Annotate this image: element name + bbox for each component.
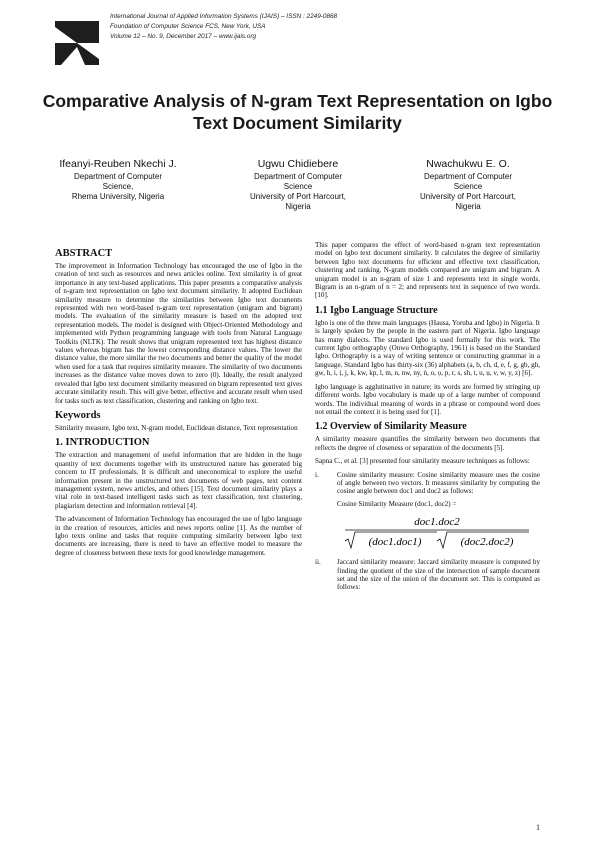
body-paragraph: Sapna C., et al. [3] presented four similarity measure techniques as follows: <box>315 457 530 466</box>
author-name: Ifeanyi-Reuben Nkechi J. <box>59 158 177 170</box>
author-affiliation: Science <box>453 182 483 191</box>
author-2 <box>218 157 378 212</box>
introduction-paragraph: The advancement of Information Technology has encouraged the use of Igbo language in the creation of resources, articles and news reports online [1]. As the number of Igbo texts online and tasks that require computing similarity between Igbo text documents are increasing, there is need to have an effective model to measure the degree of closeness between these texts for good knowledge management. <box>55 515 302 557</box>
abstract-heading: ABSTRACT <box>55 248 113 259</box>
introduction-paragraph: The extraction and management of useful information that are hidden in the huge quantity of text documents together with its unstructured nature has generated big concern to IT professionals. It is difficult and uneconomical to explore the useful information present in the unstructured text documents of web pages, text content management system, news articles, and others [15]. Text document similarity plays a vital role in text-based intelligent tasks such as text classification, text clustering, plagiarism detection and information retrieval [4]. <box>55 451 302 510</box>
journal-header <box>110 12 410 42</box>
list-item-text: Cosine similarity measure: Cosine similarity measure uses the cosine of angle between two vectors. It measures similarity by computing the cosine angle between doc1 and doc2 as follows: <box>337 470 540 496</box>
author-affiliation: University of Port Harcourt, <box>419 192 517 201</box>
keywords-text: Similarity measure, Igbo text, N-gram model, Euclidean distance, Text representation <box>55 423 298 432</box>
list-marker: ii. <box>315 558 321 567</box>
keywords-heading: Keywords <box>55 409 101 421</box>
formula-label: Cosine Similarity Measure (doc1, doc2) = <box>337 499 457 508</box>
list-item-text: Jaccard similarity measure: Jaccard similarity measure is computed by finding the quotient of the size of the intersection of sample document set and the size of the union of the document set. This is computed as follows: <box>337 558 540 592</box>
journal-name: International Journal of Applied Information Systems (IJAIS) – ISSN : 2249-0868 <box>110 13 338 20</box>
formula-graphic <box>337 512 537 552</box>
author-affiliation: Science <box>283 182 313 191</box>
journal-logo <box>55 21 99 65</box>
cosine-formula <box>337 512 540 552</box>
section-heading-1-2: 1.2 Overview of Similarity Measure <box>315 421 467 433</box>
author-affiliation: Rhema University, Nigeria <box>71 192 165 201</box>
author-3 <box>388 157 548 212</box>
volume-info: Volume 12 – No. 9, December 2017 – www.ijais.org <box>110 33 257 40</box>
paper-title: Comparative Analysis of N-gram Text Representation on Igbo Text Document Similarity <box>42 91 553 133</box>
abstract-text: The improvement in Information Technology has encouraged the use of Igbo in the creation of text such as resources and news articles online. Text similarity is of great importance in any text-based applications. This paper presents a comparative analysis of n-gram text representation on Igbo text document similarity. It adopted Euclidean similarity measure to determine the similarities between Igbo text documents represented with two word-based n-gram text representation (unigram and bigram) models. The evaluation of the similarity measure is based on the adopted text representation models. The model is designed with Object-Oriented Methodology and implemented with Python programming language with tools from Natural Language Toolkits (NLTK). The result shows that unigram represented text has highest distance values whereas bigram has the lowest corresponding distance values. The lower the distance value, the more similar the two documents and better the quality of the model when used for a task that requires similarity measure. The similarity of two documents increases as the distance value moves down to zero (0). Ideally, the result analyzed revealed that Igbo text document similarity measured on bigram represented text gives accurate similarity result. This will give better, effective and accurate result when used for tasks such as text classification, clustering and ranking on Igbo text. <box>55 262 302 405</box>
section-heading-1-1: 1.1 Igbo Language Structure <box>315 304 438 316</box>
left-column <box>55 244 302 562</box>
author-affiliation: Nigeria <box>285 202 311 211</box>
formula-denominator-b: (doc2.doc2) <box>460 536 514 549</box>
author-affiliation: Department of Computer <box>423 172 513 181</box>
author-affiliation: Science, <box>102 182 134 191</box>
body-paragraph: A similarity measure quantifies the similarity between two documents that reflects the degree of closeness or separation of the documents [5]. <box>315 435 540 452</box>
body-paragraph: Igbo language is agglutinative in nature; its words are formed by stringing up different words. Igbo vocabulary is made up of a large number of compound words. The individual meaning of words in a phrase or compound word does not entail the context it is being used for [1]. <box>315 382 540 416</box>
author-affiliation: Department of Computer <box>253 172 343 181</box>
right-column <box>315 241 540 596</box>
list-item <box>315 558 540 592</box>
author-name: Nwachukwu E. O. <box>426 158 510 170</box>
body-paragraph: Igbo is one of the three main languages (Hausa, Yoruba and Igbo) in Nigeria. It is largely spoken by the people in the eastern part of Nigeria. Igbo language has many dialects. The standard Igbo is used formally for this work. The current Igbo orthography (Onwu Orthography, 1961) is based on the Standard Igbo. Orthography is a way of writing sentence or constructing grammar in a language. Standard Igbo has thirty-six (36) alphabets (a, b, ch, d, e, f, g, gb, gh, gw, h, i, ị, j, k, kw, kp, l, m, n, nw, ny, ṅ, o, ọ, p, r, s, sh, t, u, ụ, v, w, y, z) [6]. <box>315 318 540 378</box>
page-number: 1 <box>536 823 540 832</box>
author-affiliation: Nigeria <box>455 202 481 211</box>
list-item <box>315 471 540 496</box>
list-marker: i. <box>315 470 319 479</box>
body-paragraph: This paper compares the effect of word-based n-gram text representation model on Igbo text document similarity. It calculates the degree of similarity between Igbo text documents for efficient and effective text classification, clustering and ranking. N-gram models compared are unigram and bigram. A unigram model is an n-gram of size 1 and represents text in single words. Bigram is an n-gram of n = 2; and represents text in sequence of two words. [10]. <box>315 241 540 300</box>
introduction-heading: 1. INTRODUCTION <box>55 437 150 449</box>
author-affiliation: University of Port Harcourt, <box>249 192 347 201</box>
author-1 <box>38 157 198 202</box>
author-affiliation: Department of Computer <box>73 172 163 181</box>
publisher: Foundation of Computer Science FCS, New York, USA <box>110 23 266 30</box>
author-name: Ugwu Chidiebere <box>257 158 339 170</box>
formula-numerator: doc1.doc2 <box>414 516 460 529</box>
formula-denominator-a: (doc1.doc1) <box>368 536 422 549</box>
